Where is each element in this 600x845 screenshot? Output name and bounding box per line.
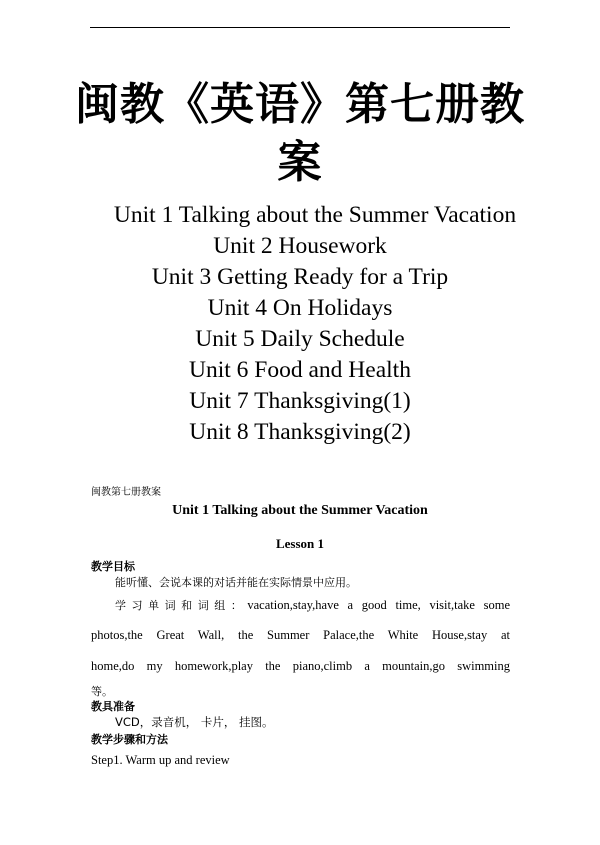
objectives-line-5: 等。 bbox=[91, 685, 113, 698]
lesson-heading: Lesson 1 bbox=[275, 536, 325, 551]
title-line-1: 闽教《英语》第七册教 bbox=[75, 79, 525, 130]
steps-heading: 教学步骤和方法 bbox=[91, 733, 168, 746]
unit-list bbox=[70, 200, 530, 448]
header-note: 闽教第七册教案 bbox=[91, 487, 161, 498]
unit-item: Unit 7 Thanksgiving(1) bbox=[189, 388, 411, 414]
objectives-line-3: photos,the Great Wall, the Summer Palace,the White House,stay at bbox=[91, 628, 510, 642]
materials-line: VCD，录音机， 卡片， 挂图。 bbox=[115, 715, 274, 729]
unit-heading: Unit 1 Talking about the Summer Vacation bbox=[172, 503, 428, 518]
unit-item: Unit 8 Thanksgiving(2) bbox=[189, 419, 411, 445]
objectives-line-1: 能听懂、会说本课的对话并能在实际情景中应用。 bbox=[115, 576, 357, 589]
top-rule bbox=[90, 27, 510, 28]
unit-item: Unit 2 Housework bbox=[213, 233, 387, 259]
objectives-line-2 bbox=[115, 597, 510, 613]
objectives-line-2-en: vacation,stay,have a good time, visit,take some bbox=[247, 598, 510, 612]
unit-item: Unit 6 Food and Health bbox=[189, 357, 411, 383]
title-line-2: 案 bbox=[277, 137, 323, 188]
objectives-line-4: home,do my homework,play the piano,climb a mountain,go swimming bbox=[91, 659, 510, 673]
objectives-heading: 教学目标 bbox=[91, 560, 135, 573]
materials-heading: 教具准备 bbox=[91, 700, 135, 713]
unit-item: Unit 3 Getting Ready for a Trip bbox=[151, 264, 449, 290]
objectives-line-2-cn: 学习单词和词组： bbox=[115, 599, 248, 612]
step-1: Step1. Warm up and review bbox=[91, 753, 230, 767]
unit-item: Unit 1 Talking about the Summer Vacation bbox=[113, 202, 517, 228]
unit-item: Unit 5 Daily Schedule bbox=[195, 326, 405, 352]
document-title bbox=[60, 76, 540, 192]
unit-item: Unit 4 On Holidays bbox=[207, 295, 393, 321]
